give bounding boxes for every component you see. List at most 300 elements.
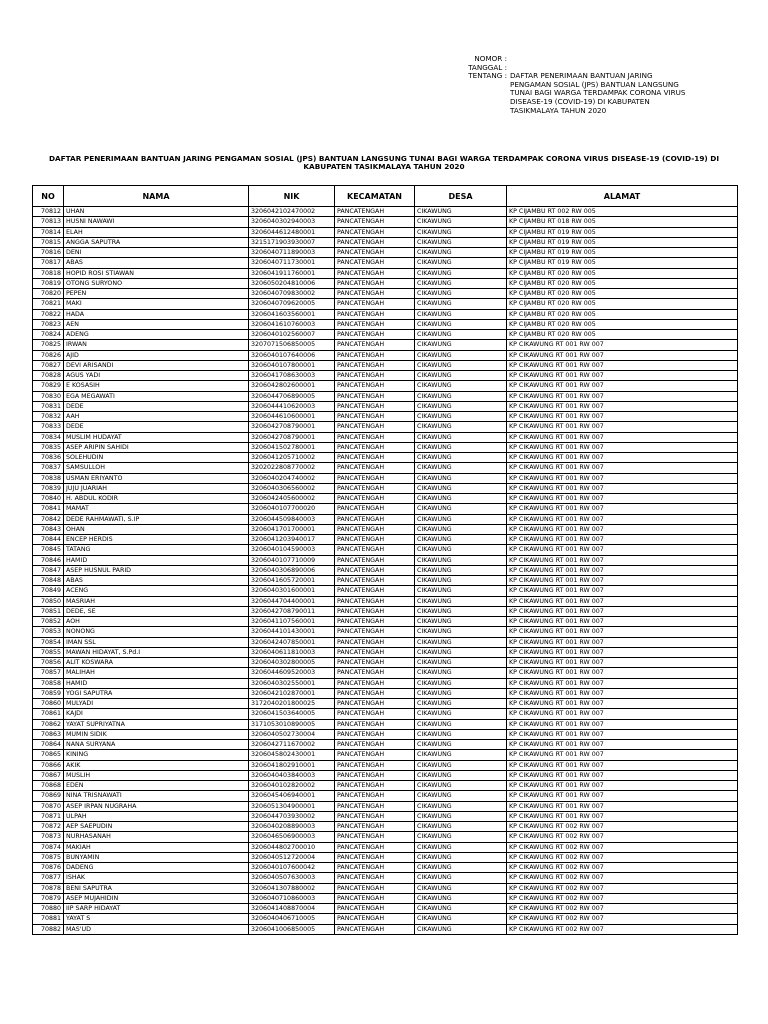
cell-desa: CIKAWUNG (415, 391, 507, 401)
cell-nama: ABAS (64, 258, 249, 268)
table-row (33, 381, 738, 391)
cell-desa: CIKAWUNG (415, 555, 507, 565)
cell-desa: CIKAWUNG (415, 750, 507, 760)
cell-nama: ASEP ARIPIN SAHIDI (64, 442, 249, 452)
cell-nik: 3206045406940001 (249, 791, 335, 801)
cell-nama: NONONG (64, 627, 249, 637)
cell-no: 70854 (33, 637, 64, 647)
cell-alamat: KP CIKAWUNG RT 001 RW 007 (507, 791, 738, 801)
cell-alamat: KP CIKAWUNG RT 001 RW 007 (507, 535, 738, 545)
cell-no: 70842 (33, 514, 64, 524)
cell-nama: AAH (64, 412, 249, 422)
cell-nik: 3206044612480001 (249, 227, 335, 237)
cell-desa: CIKAWUNG (415, 207, 507, 217)
cell-alamat: KP CIKAWUNG RT 001 RW 007 (507, 412, 738, 422)
cell-kecamatan: PANCATENGAH (335, 729, 415, 739)
cell-desa: CIKAWUNG (415, 914, 507, 924)
cell-kecamatan: PANCATENGAH (335, 217, 415, 227)
memo-tentang (467, 72, 700, 115)
cell-no: 70847 (33, 565, 64, 575)
cell-kecamatan: PANCATENGAH (335, 750, 415, 760)
cell-alamat: KP CIKAWUNG RT 001 RW 007 (507, 453, 738, 463)
table-row (33, 422, 738, 432)
cell-alamat: KP CIKAWUNG RT 001 RW 007 (507, 678, 738, 688)
cell-nama: ISHAK (64, 873, 249, 883)
cell-alamat: KP CIKAWUNG RT 001 RW 007 (507, 688, 738, 698)
cell-alamat: KP CIKAWUNG RT 002 RW 007 (507, 924, 738, 934)
cell-kecamatan: PANCATENGAH (335, 248, 415, 258)
cell-nama: ASEP HUSNUL PARID (64, 565, 249, 575)
cell-kecamatan: PANCATENGAH (335, 442, 415, 452)
cell-nama: DEDE RAHMAWATI, S.IP (64, 514, 249, 524)
cell-nik: 3206044706890005 (249, 391, 335, 401)
table-row (33, 617, 738, 627)
cell-alamat: KP CIKAWUNG RT 001 RW 007 (507, 658, 738, 668)
cell-no: 70853 (33, 627, 64, 637)
table-row (33, 494, 738, 504)
cell-alamat: KP CIKAWUNG RT 001 RW 007 (507, 627, 738, 637)
cell-kecamatan: PANCATENGAH (335, 596, 415, 606)
cell-desa: CIKAWUNG (415, 586, 507, 596)
cell-desa: CIKAWUNG (415, 237, 507, 247)
column-header-nama: NAMA (64, 186, 249, 207)
table-row (33, 299, 738, 309)
cell-desa: CIKAWUNG (415, 709, 507, 719)
cell-desa: CIKAWUNG (415, 319, 507, 329)
cell-kecamatan: PANCATENGAH (335, 924, 415, 934)
cell-nik: 3206044704400001 (249, 596, 335, 606)
cell-nik: 3206041610760003 (249, 319, 335, 329)
cell-alamat: KP CIKAWUNG RT 001 RW 007 (507, 750, 738, 760)
nomor-label: NOMOR : (474, 54, 507, 63)
cell-nik: 3172040201800025 (249, 699, 335, 709)
cell-nik: 3206040611810003 (249, 647, 335, 657)
cell-desa: CIKAWUNG (415, 719, 507, 729)
cell-nik: 3206044610600001 (249, 412, 335, 422)
cell-nik: 3206042708790011 (249, 606, 335, 616)
cell-no: 70850 (33, 596, 64, 606)
cell-nik: 3206046506900003 (249, 832, 335, 842)
cell-nik: 3206042708790001 (249, 422, 335, 432)
cell-kecamatan: PANCATENGAH (335, 453, 415, 463)
table-row (33, 832, 738, 842)
table-row (33, 658, 738, 668)
cell-kecamatan: PANCATENGAH (335, 299, 415, 309)
table-row (33, 524, 738, 534)
cell-nik: 3215171903930007 (249, 237, 335, 247)
cell-desa: CIKAWUNG (415, 483, 507, 493)
cell-kecamatan: PANCATENGAH (335, 811, 415, 821)
cell-nama: MUSLIH (64, 770, 249, 780)
cell-nik: 3206040502730004 (249, 729, 335, 739)
cell-nama: KINING (64, 750, 249, 760)
cell-alamat: KP CIKAWUNG RT 001 RW 007 (507, 432, 738, 442)
cell-no: 70873 (33, 832, 64, 842)
cell-kecamatan: PANCATENGAH (335, 647, 415, 657)
cell-kecamatan: PANCATENGAH (335, 565, 415, 575)
cell-kecamatan: PANCATENGAH (335, 504, 415, 514)
cell-nik: 3206044802700010 (249, 842, 335, 852)
cell-nama: EGA MEGAWATI (64, 391, 249, 401)
cell-desa: CIKAWUNG (415, 248, 507, 258)
cell-no: 70824 (33, 330, 64, 340)
cell-desa: CIKAWUNG (415, 463, 507, 473)
cell-desa: CIKAWUNG (415, 422, 507, 432)
cell-alamat: KP CIKAWUNG RT 001 RW 007 (507, 483, 738, 493)
table-row (33, 750, 738, 760)
cell-nik: 3206041107560001 (249, 617, 335, 627)
cell-nama: MULYADI (64, 699, 249, 709)
cell-desa: CIKAWUNG (415, 791, 507, 801)
cell-kecamatan: PANCATENGAH (335, 709, 415, 719)
cell-alamat: KP CIKAWUNG RT 001 RW 007 (507, 360, 738, 370)
cell-nik: 3206040107710009 (249, 555, 335, 565)
cell-kecamatan: PANCATENGAH (335, 391, 415, 401)
cell-nama: SOLEHUDIN (64, 453, 249, 463)
cell-nik: 3206040102820002 (249, 781, 335, 791)
cell-alamat: KP CIKAWUNG RT 002 RW 007 (507, 914, 738, 924)
cell-nama: IRWAN (64, 340, 249, 350)
cell-nama: OTONG SURYONO (64, 278, 249, 288)
cell-kecamatan: PANCATENGAH (335, 401, 415, 411)
table-row (33, 483, 738, 493)
cell-no: 70855 (33, 647, 64, 657)
cell-kecamatan: PANCATENGAH (335, 719, 415, 729)
cell-desa: CIKAWUNG (415, 217, 507, 227)
cell-nik: 3206040204740002 (249, 473, 335, 483)
column-header-desa: DESA (415, 186, 507, 207)
cell-kecamatan: PANCATENGAH (335, 524, 415, 534)
cell-nik: 3206041205710002 (249, 453, 335, 463)
cell-no: 70828 (33, 371, 64, 381)
cell-nik: 3206041708630003 (249, 371, 335, 381)
cell-nik: 3206040102560007 (249, 330, 335, 340)
cell-alamat: KP CIKAWUNG RT 001 RW 007 (507, 811, 738, 821)
cell-nik: 3206040302550001 (249, 678, 335, 688)
cell-nik: 3206051304900001 (249, 801, 335, 811)
cell-nama: AJID (64, 350, 249, 360)
table-row (33, 227, 738, 237)
cell-alamat: KP CIKAWUNG RT 001 RW 007 (507, 606, 738, 616)
cell-kecamatan: PANCATENGAH (335, 412, 415, 422)
table-row (33, 647, 738, 657)
table-row (33, 914, 738, 924)
cell-kecamatan: PANCATENGAH (335, 873, 415, 883)
cell-nama: DEDE (64, 401, 249, 411)
cell-nama: MAMAT (64, 504, 249, 514)
cell-no: 70823 (33, 319, 64, 329)
cell-alamat: KP CIKAWUNG RT 001 RW 007 (507, 371, 738, 381)
cell-nama: YAYAT SUPRIYATNA (64, 719, 249, 729)
cell-nama: HAMID (64, 555, 249, 565)
cell-alamat: KP CIKAWUNG RT 001 RW 007 (507, 401, 738, 411)
cell-no: 70830 (33, 391, 64, 401)
table-row (33, 268, 738, 278)
cell-desa: CIKAWUNG (415, 811, 507, 821)
cell-desa: CIKAWUNG (415, 289, 507, 299)
cell-no: 70876 (33, 863, 64, 873)
document-title: DAFTAR PENERIMAAN BANTUAN JARING PENGAMAN SOSIAL (JPS) BANTUAN LANGSUNG TUNAI BAGI WARGA TERDAMPAK CORONA VIRUS DISEASE-19 (COVID-19) DI KABUPATEN TASIKMALAYA TAHUN 2020 (48, 154, 720, 172)
cell-nama: HUSNI NAWAWI (64, 217, 249, 227)
cell-nama: MUSLIM HUDAYAT (64, 432, 249, 442)
table-body (33, 207, 738, 935)
cell-no: 70840 (33, 494, 64, 504)
cell-alamat: KP CIJAMBU RT 020 RW 005 (507, 330, 738, 340)
cell-alamat: KP CIJAMBU RT 018 RW 005 (507, 217, 738, 227)
cell-kecamatan: PANCATENGAH (335, 258, 415, 268)
cell-kecamatan: PANCATENGAH (335, 330, 415, 340)
cell-nik: 3171053010890005 (249, 719, 335, 729)
cell-no: 70819 (33, 278, 64, 288)
cell-nik: 3206042102470002 (249, 207, 335, 217)
cell-alamat: KP CIKAWUNG RT 001 RW 007 (507, 699, 738, 709)
cell-kecamatan: PANCATENGAH (335, 289, 415, 299)
cell-alamat: KP CIKAWUNG RT 001 RW 007 (507, 494, 738, 504)
cell-kecamatan: PANCATENGAH (335, 699, 415, 709)
cell-nik: 3206040711890003 (249, 248, 335, 258)
cell-alamat: KP CIJAMBU RT 020 RW 005 (507, 319, 738, 329)
cell-kecamatan: PANCATENGAH (335, 668, 415, 678)
cell-desa: CIKAWUNG (415, 801, 507, 811)
cell-nik: 3206042802600001 (249, 381, 335, 391)
cell-desa: CIKAWUNG (415, 668, 507, 678)
cell-alamat: KP CIKAWUNG RT 001 RW 007 (507, 740, 738, 750)
cell-nik: 3206040709620005 (249, 299, 335, 309)
cell-no: 70866 (33, 760, 64, 770)
cell-desa: CIKAWUNG (415, 442, 507, 452)
table-row (33, 545, 738, 555)
cell-no: 70837 (33, 463, 64, 473)
cell-nik: 3206041603560001 (249, 309, 335, 319)
cell-nik: 3206040107800001 (249, 360, 335, 370)
cell-no: 70815 (33, 237, 64, 247)
cell-no: 70848 (33, 576, 64, 586)
table-row (33, 412, 738, 422)
table-row (33, 391, 738, 401)
cell-nama: NURHASANAH (64, 832, 249, 842)
cell-desa: CIKAWUNG (415, 258, 507, 268)
table-row (33, 822, 738, 832)
cell-desa: CIKAWUNG (415, 268, 507, 278)
cell-no: 70872 (33, 822, 64, 832)
cell-alamat: KP CIKAWUNG RT 001 RW 007 (507, 647, 738, 657)
cell-alamat: KP CIKAWUNG RT 001 RW 007 (507, 596, 738, 606)
cell-no: 70834 (33, 432, 64, 442)
cell-desa: CIKAWUNG (415, 504, 507, 514)
cell-kecamatan: PANCATENGAH (335, 586, 415, 596)
cell-kecamatan: PANCATENGAH (335, 637, 415, 647)
cell-no: 70827 (33, 360, 64, 370)
cell-no: 70844 (33, 535, 64, 545)
cell-alamat: KP CIJAMBU RT 019 RW 005 (507, 258, 738, 268)
table-row (33, 565, 738, 575)
table-row (33, 873, 738, 883)
cell-no: 70845 (33, 545, 64, 555)
cell-nama: MAWAN HIDAYAT, S.Pd.I (64, 647, 249, 657)
cell-desa: CIKAWUNG (415, 883, 507, 893)
table-row (33, 781, 738, 791)
cell-alamat: KP CIKAWUNG RT 001 RW 007 (507, 709, 738, 719)
cell-nama: DENI (64, 248, 249, 258)
cell-desa: CIKAWUNG (415, 535, 507, 545)
cell-desa: CIKAWUNG (415, 340, 507, 350)
cell-kecamatan: PANCATENGAH (335, 463, 415, 473)
table-row (33, 729, 738, 739)
cell-kecamatan: PANCATENGAH (335, 545, 415, 555)
cell-nama: ACENG (64, 586, 249, 596)
cell-desa: CIKAWUNG (415, 350, 507, 360)
table-row (33, 217, 738, 227)
cell-alamat: KP CIKAWUNG RT 001 RW 007 (507, 340, 738, 350)
cell-nik: 3206040507630003 (249, 873, 335, 883)
cell-alamat: KP CIJAMBU RT 020 RW 005 (507, 299, 738, 309)
cell-alamat: KP CIJAMBU RT 002 RW 005 (507, 207, 738, 217)
cell-alamat: KP CIKAWUNG RT 001 RW 007 (507, 524, 738, 534)
cell-no: 70865 (33, 750, 64, 760)
table-row (33, 401, 738, 411)
table-row (33, 688, 738, 698)
table-row (33, 473, 738, 483)
tanggal-label: TANGGAL : (468, 62, 507, 72)
cell-no: 70822 (33, 309, 64, 319)
cell-desa: CIKAWUNG (415, 606, 507, 616)
table-row (33, 852, 738, 862)
cell-no: 70879 (33, 893, 64, 903)
cell-nama: ANGGA SAPUTRA (64, 237, 249, 247)
tentang-label: TENTANG : (468, 71, 507, 81)
cell-no: 70881 (33, 914, 64, 924)
table-row (33, 791, 738, 801)
cell-nama: NANA SURYANA (64, 740, 249, 750)
cell-kecamatan: PANCATENGAH (335, 914, 415, 924)
cell-desa: CIKAWUNG (415, 545, 507, 555)
table-row (33, 924, 738, 934)
cell-no: 70846 (33, 555, 64, 565)
cell-nik: 3206040301600001 (249, 586, 335, 596)
cell-desa: CIKAWUNG (415, 740, 507, 750)
table-row (33, 309, 738, 319)
cell-desa: CIKAWUNG (415, 299, 507, 309)
table-row (33, 596, 738, 606)
cell-no: 70818 (33, 268, 64, 278)
cell-desa: CIKAWUNG (415, 637, 507, 647)
cell-no: 70858 (33, 678, 64, 688)
cell-alamat: KP CIKAWUNG RT 002 RW 007 (507, 904, 738, 914)
cell-kecamatan: PANCATENGAH (335, 842, 415, 852)
cell-kecamatan: PANCATENGAH (335, 350, 415, 360)
cell-nik: 3206041502780001 (249, 442, 335, 452)
cell-no: 70875 (33, 852, 64, 862)
table-row (33, 627, 738, 637)
cell-nik: 3206044509840003 (249, 514, 335, 524)
cell-no: 70825 (33, 340, 64, 350)
cell-nik: 3206050204810006 (249, 278, 335, 288)
cell-alamat: KP CIKAWUNG RT 002 RW 007 (507, 852, 738, 862)
table-row (33, 371, 738, 381)
cell-nama: AEN (64, 319, 249, 329)
cell-desa: CIKAWUNG (415, 278, 507, 288)
cell-kecamatan: PANCATENGAH (335, 207, 415, 217)
cell-nik: 3206042711670002 (249, 740, 335, 750)
cell-alamat: KP CIKAWUNG RT 001 RW 007 (507, 729, 738, 739)
cell-alamat: KP CIKAWUNG RT 001 RW 007 (507, 463, 738, 473)
cell-nama: DEDE (64, 422, 249, 432)
cell-no: 70870 (33, 801, 64, 811)
table-row (33, 340, 738, 350)
cell-no: 70860 (33, 699, 64, 709)
cell-nama: ABAS (64, 576, 249, 586)
cell-nik: 3206042708790001 (249, 432, 335, 442)
cell-nik: 3206040711730001 (249, 258, 335, 268)
table-row (33, 863, 738, 873)
cell-alamat: KP CIKAWUNG RT 002 RW 007 (507, 822, 738, 832)
cell-kecamatan: PANCATENGAH (335, 422, 415, 432)
table-row (33, 360, 738, 370)
cell-alamat: KP CIJAMBU RT 019 RW 005 (507, 248, 738, 258)
cell-kecamatan: PANCATENGAH (335, 555, 415, 565)
cell-nama: JUJU JUARIAH (64, 483, 249, 493)
table-row (33, 842, 738, 852)
cell-nik: 3206040302940003 (249, 217, 335, 227)
cell-desa: CIKAWUNG (415, 893, 507, 903)
cell-alamat: KP CIKAWUNG RT 001 RW 007 (507, 617, 738, 627)
cell-nama: ASEP MUJAHIDIN (64, 893, 249, 903)
cell-alamat: KP CIKAWUNG RT 001 RW 007 (507, 442, 738, 452)
memo-block (467, 55, 700, 115)
table-row (33, 586, 738, 596)
cell-desa: CIKAWUNG (415, 473, 507, 483)
cell-nik: 3206044609520003 (249, 668, 335, 678)
cell-kecamatan: PANCATENGAH (335, 576, 415, 586)
cell-nama: AGUS YADI (64, 371, 249, 381)
cell-alamat: KP CIKAWUNG RT 001 RW 007 (507, 545, 738, 555)
cell-no: 70857 (33, 668, 64, 678)
cell-alamat: KP CIKAWUNG RT 001 RW 007 (507, 781, 738, 791)
cell-nama: ASEP IRPAN NUGRAHA (64, 801, 249, 811)
cell-desa: CIKAWUNG (415, 729, 507, 739)
cell-no: 70816 (33, 248, 64, 258)
cell-no: 70851 (33, 606, 64, 616)
cell-nama: MASRIAH (64, 596, 249, 606)
table-row (33, 678, 738, 688)
table-row (33, 637, 738, 647)
cell-nama: AOH (64, 617, 249, 627)
cell-kecamatan: PANCATENGAH (335, 319, 415, 329)
cell-no: 70869 (33, 791, 64, 801)
table-header-row (33, 186, 738, 207)
cell-nama: ELAH (64, 227, 249, 237)
table-row (33, 760, 738, 770)
table-row (33, 535, 738, 545)
cell-alamat: KP CIKAWUNG RT 001 RW 007 (507, 760, 738, 770)
cell-kecamatan: PANCATENGAH (335, 863, 415, 873)
cell-nama: DEDE, SE (64, 606, 249, 616)
cell-nama: EDEN (64, 781, 249, 791)
cell-no: 70813 (33, 217, 64, 227)
cell-nama: UHAN (64, 207, 249, 217)
cell-alamat: KP CIKAWUNG RT 001 RW 007 (507, 668, 738, 678)
tentang-value: DAFTAR PENERIMAAN BANTUAN JARING PENGAMAN SOSIAL (JPS) BANTUAN LANGSUNG TUNAI BAGI WARGA TERDAMPAK CORONA VIRUS DISEASE-19 (COVID-19) DI KABUPATEN TASIKMALAYA TAHUN 2020 (510, 71, 686, 115)
cell-kecamatan: PANCATENGAH (335, 904, 415, 914)
cell-nama: MALIHAH (64, 668, 249, 678)
cell-nama: SAMSULLOH (64, 463, 249, 473)
cell-nama: BENI SAPUTRA (64, 883, 249, 893)
cell-desa: CIKAWUNG (415, 627, 507, 637)
cell-nama: DEVI ARISANDI (64, 360, 249, 370)
cell-no: 70863 (33, 729, 64, 739)
cell-nik: 3206041408870004 (249, 904, 335, 914)
cell-nik: 3206042407850001 (249, 637, 335, 647)
